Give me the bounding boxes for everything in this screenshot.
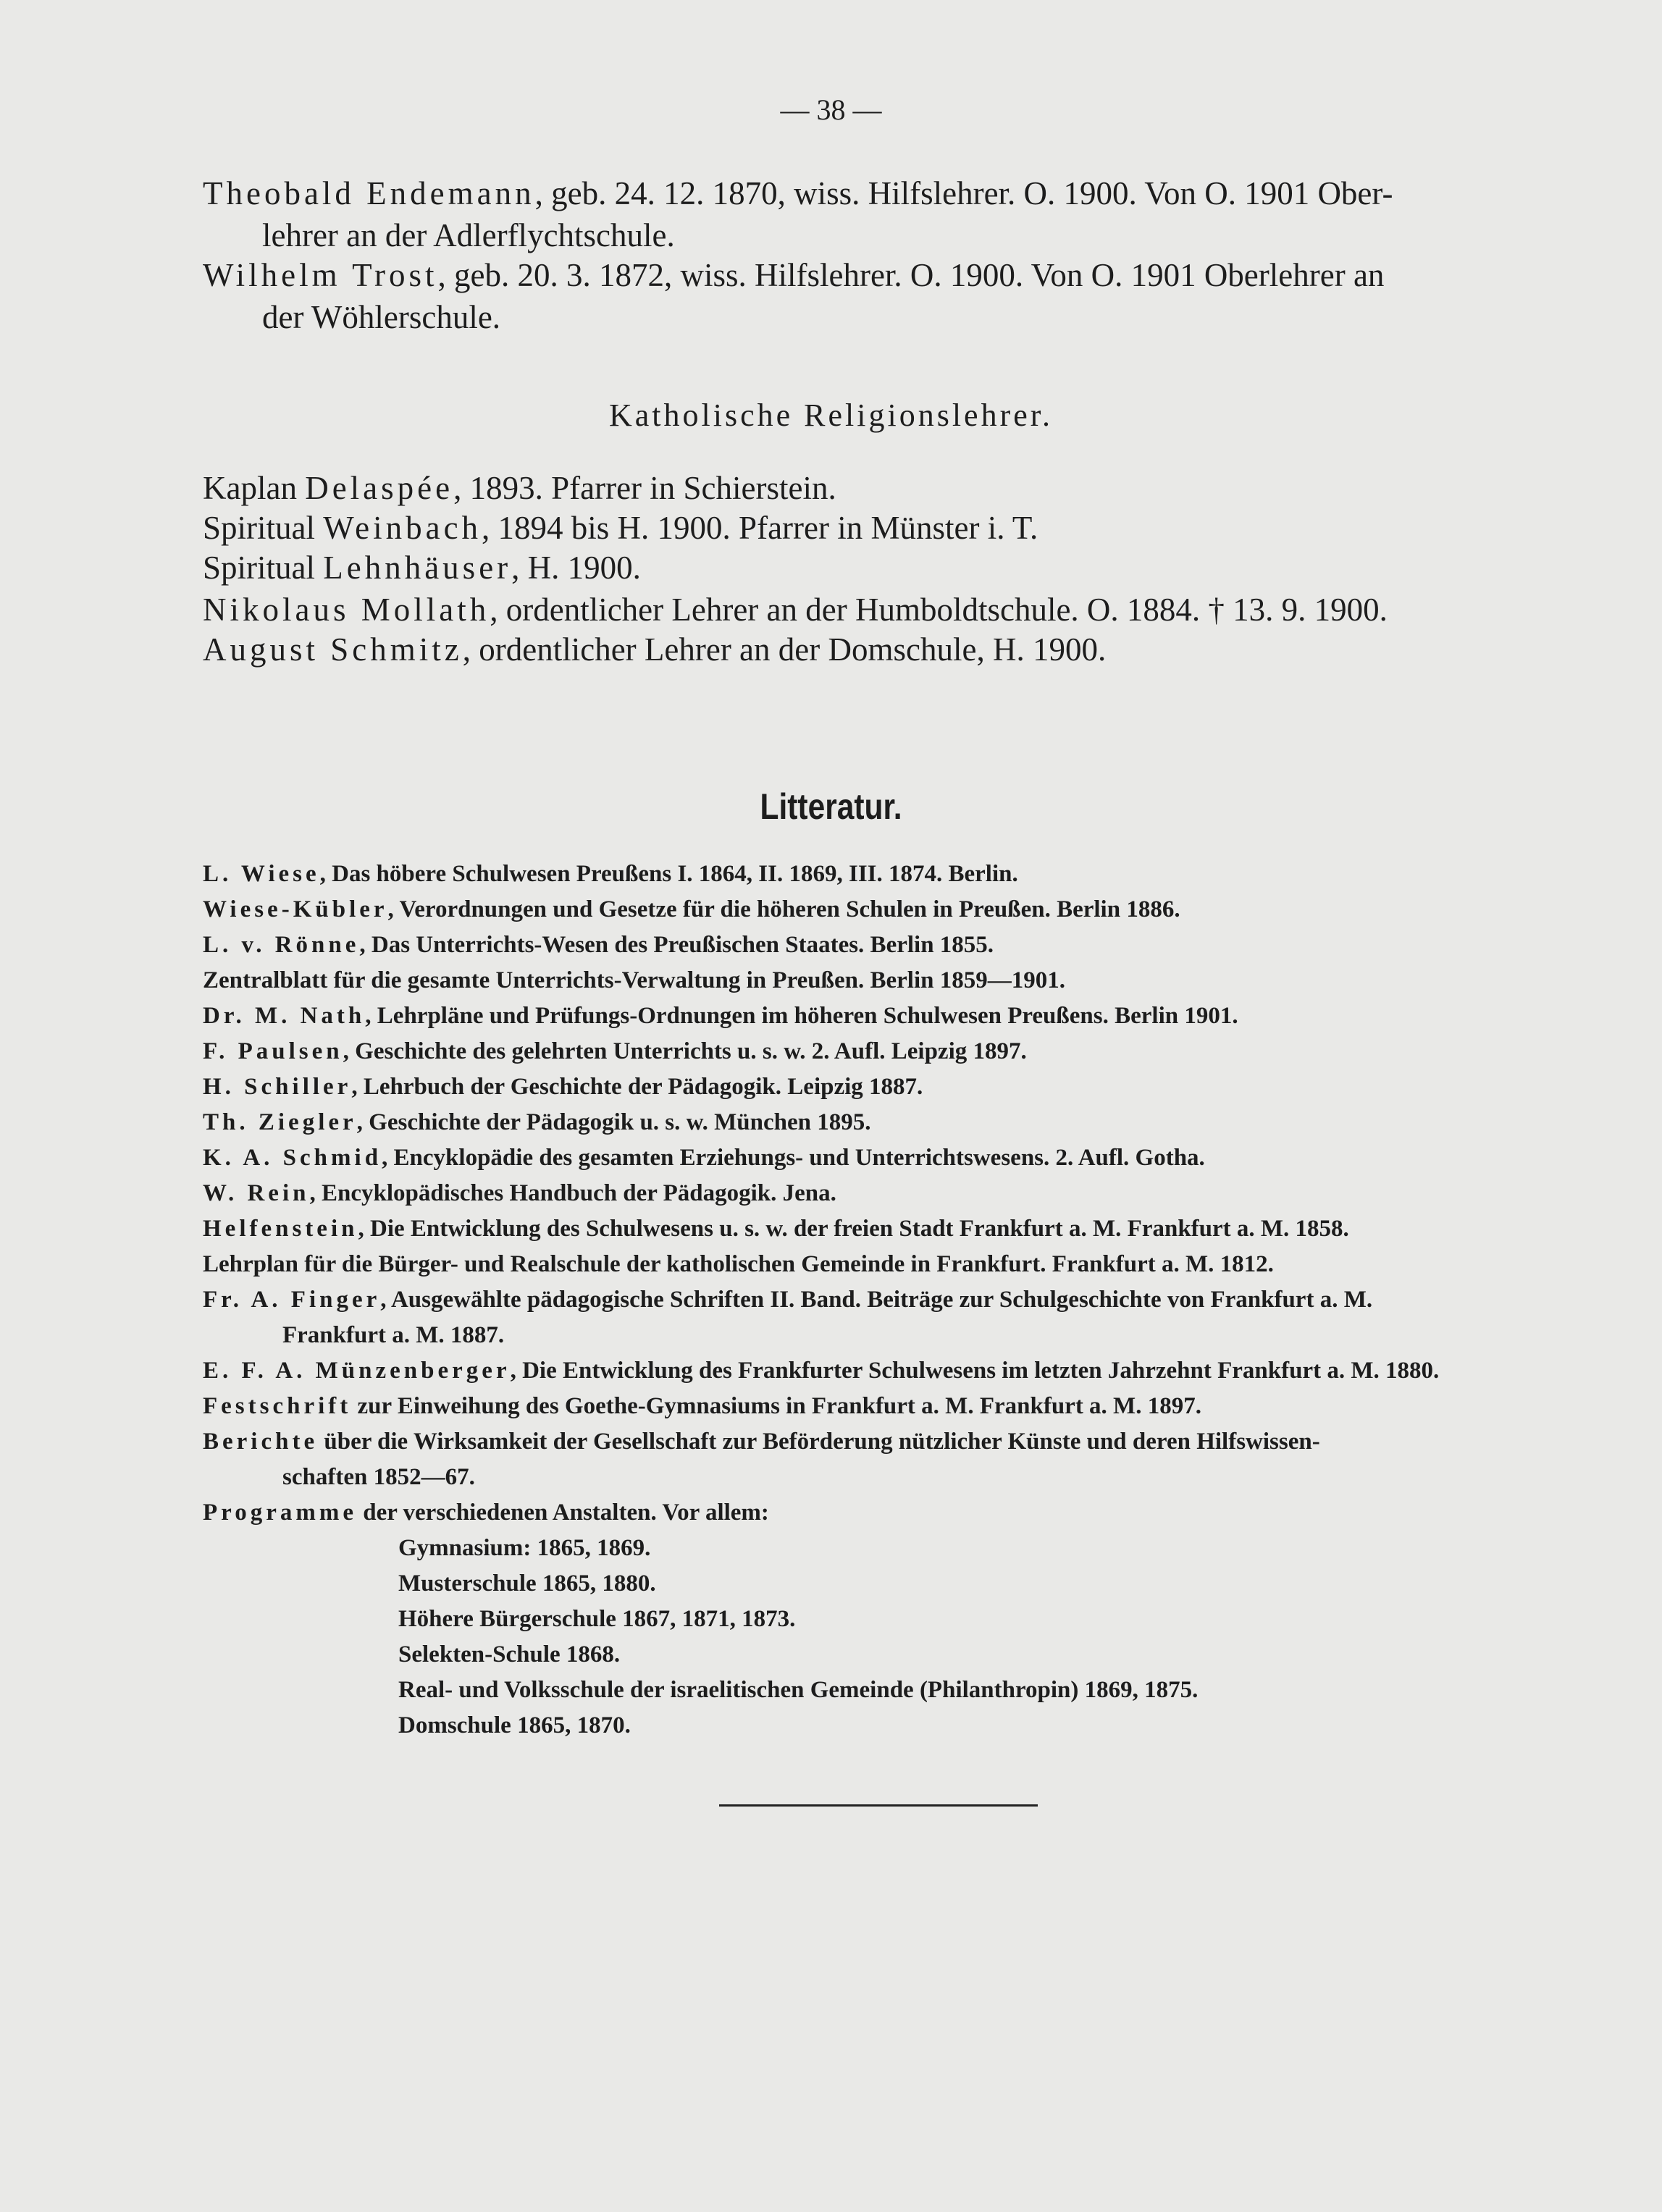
work: , Ausgewählte pädagogische Schriften II. Band. Beiträge zur Schulgeschichte von Frankfurt a. M.: [380, 1287, 1373, 1313]
program-item: Selekten-Schule 1868.: [398, 1641, 621, 1668]
program-item: Musterschule 1865, 1880.: [398, 1570, 656, 1597]
literature-item: [203, 998, 1579, 1034]
work: , Geschichte des gelehrten Unterrichts u. s. w. 2. Aufl. Leipzig 1897.: [343, 1038, 1027, 1064]
author: L. Wiese: [203, 861, 320, 887]
religion-teacher-entry: [203, 507, 1579, 549]
author: Helfenstein: [203, 1216, 358, 1242]
teacher-name: August Schmitz: [203, 631, 463, 668]
literature-item-continued: schaften 1852—67.: [282, 1464, 475, 1490]
work: , Lehrbuch der Geschichte der Pädagogik. Leipzig 1887.: [351, 1074, 923, 1100]
work: der verschiedenen Anstalten. Vor allem:: [356, 1500, 769, 1526]
religion-teacher-entry: [203, 589, 1579, 631]
teacher-details: , geb. 24. 12. 1870, wiss. Hilfslehrer. O. 1900. Von O. 1901 Ober-: [534, 175, 1393, 211]
author: E. F. A. Münzenberger: [203, 1358, 511, 1384]
author: F. Paulsen: [203, 1038, 343, 1064]
author: Programme: [203, 1500, 357, 1526]
literature-item: [203, 857, 1579, 892]
literature-item: [203, 892, 1579, 928]
work: Lehrplan für die Bürger- und Realschule der katholischen Gemeinde in Frankfurt. Frankfurt a. M. 1812.: [203, 1251, 1274, 1277]
author: Festschrift: [203, 1393, 352, 1419]
work: , Das Unterrichts-Wesen des Preußischen Staates. Berlin 1855.: [359, 932, 994, 958]
work: , Encyklopädie des gesamten Erziehungs- und Unterrichtswesens. 2. Aufl. Gotha.: [382, 1145, 1205, 1171]
title: Spiritual: [203, 510, 324, 546]
literature-item: [203, 1034, 1579, 1069]
literature-list: [203, 857, 1579, 1744]
teacher-details: , geb. 20. 3. 1872, wiss. Hilfslehrer. O. 1900. Von O. 1901 Oberlehrer an: [437, 257, 1385, 293]
literature-item: [203, 1389, 1579, 1424]
author: Dr. M. Nath: [203, 1003, 366, 1029]
literature-item: [203, 1282, 1579, 1318]
religion-teacher-entry: [203, 628, 1579, 670]
author: H. Schiller: [203, 1074, 352, 1100]
author: Th. Ziegler: [203, 1109, 357, 1135]
title: Spiritual: [203, 550, 324, 586]
teacher-name: Nikolaus Mollath: [203, 592, 490, 628]
teacher-name: Lehnhäuser: [323, 550, 512, 586]
literature-item: [203, 1247, 1579, 1282]
literature-item: [203, 1140, 1579, 1176]
teacher-name: Wilhelm Trost: [203, 257, 438, 293]
title: Kaplan: [203, 470, 306, 506]
work: , Lehrpläne und Prüfungs-Ordnungen im höheren Schulwesen Preußens. Berlin 1901.: [365, 1003, 1238, 1029]
author: K. A. Schmid: [203, 1145, 382, 1171]
work: Zentralblatt für die gesamte Unterrichts-Verwaltung in Preußen. Berlin 1859—1901.: [203, 967, 1065, 993]
teacher-details: , 1894 bis H. 1900. Pfarrer in Münster i. T.: [482, 510, 1038, 546]
literature-item: [203, 1353, 1579, 1389]
work: , Geschichte der Pädagogik u. s. w. München 1895.: [356, 1109, 871, 1135]
work: , Die Entwicklung des Frankfurter Schulwesens im letzten Jahrzehnt Frankfurt a. M. 1880.: [510, 1358, 1440, 1384]
literature-item: [203, 1211, 1579, 1247]
section-heading-religion: Katholische Religionslehrer.: [609, 398, 1053, 433]
literature-item: [203, 1105, 1579, 1140]
page-number: — 38 —: [780, 93, 882, 126]
literature-heading: Litteratur.: [760, 786, 902, 827]
teacher-name: Delaspée: [305, 470, 454, 506]
teacher-entry: [203, 254, 1579, 338]
work: zur Einweihung des Goethe-Gymnasiums in Frankfurt a. M. Frankfurt a. M. 1897.: [351, 1393, 1201, 1419]
literature-item: [203, 1176, 1579, 1211]
teacher-details: , H. 1900.: [511, 550, 641, 586]
literature-item: [203, 928, 1579, 963]
author: Fr. A. Finger: [203, 1287, 381, 1313]
teacher-details: , ordentlicher Lehrer an der Domschule, H. 1900.: [462, 631, 1107, 668]
literature-item: [203, 1495, 1579, 1531]
teacher-details: , ordentlicher Lehrer an der Humboldtschule. O. 1884. † 13. 9. 1900.: [490, 592, 1388, 628]
author: L. v. Rönne: [203, 932, 360, 958]
work: , Das höbere Schulwesen Preußens I. 1864, II. 1869, III. 1874. Berlin.: [319, 861, 1018, 887]
teacher-entry: [203, 172, 1579, 256]
teacher-name: Weinbach: [323, 510, 482, 546]
teacher-details: , 1893. Pfarrer in Schierstein.: [453, 470, 836, 506]
teacher-details-continued: der Wöhlerschule.: [262, 299, 501, 335]
author: W. Rein: [203, 1180, 310, 1206]
closing-rule: [719, 1804, 1038, 1807]
literature-item: [203, 1069, 1579, 1105]
literature-item-continued: Frankfurt a. M. 1887.: [282, 1322, 505, 1348]
religion-teacher-entry: [203, 547, 1579, 589]
work: über die Wirksamkeit der Gesellschaft zur Beförderung nützlicher Künste und deren Hilfswissen-: [318, 1429, 1320, 1455]
literature-item: [203, 1424, 1579, 1460]
author: Wiese-Kübler: [203, 896, 388, 922]
work: , Encyklopädisches Handbuch der Pädagogik. Jena.: [309, 1180, 836, 1206]
author: Berichte: [203, 1429, 319, 1455]
work: , Verordnungen und Gesetze für die höheren Schulen in Preußen. Berlin 1886.: [387, 896, 1180, 922]
literature-item: [203, 963, 1579, 998]
program-item: Höhere Bürgerschule 1867, 1871, 1873.: [398, 1606, 796, 1632]
teacher-details-continued: lehrer an der Adlerflychtschule.: [262, 217, 675, 253]
teacher-name: Theobald Endemann: [203, 175, 535, 211]
program-item: Domschule 1865, 1870.: [398, 1712, 631, 1738]
program-item: Real- und Volksschule der israelitischen Gemeinde (Philanthropin) 1869, 1875.: [398, 1677, 1199, 1703]
work: , Die Entwicklung des Schulwesens u. s. w. der freien Stadt Frankfurt a. M. Frankfurt a. M. 1858.: [358, 1216, 1349, 1242]
religion-teacher-entry: [203, 467, 1579, 509]
program-item: Gymnasium: 1865, 1869.: [398, 1535, 651, 1561]
